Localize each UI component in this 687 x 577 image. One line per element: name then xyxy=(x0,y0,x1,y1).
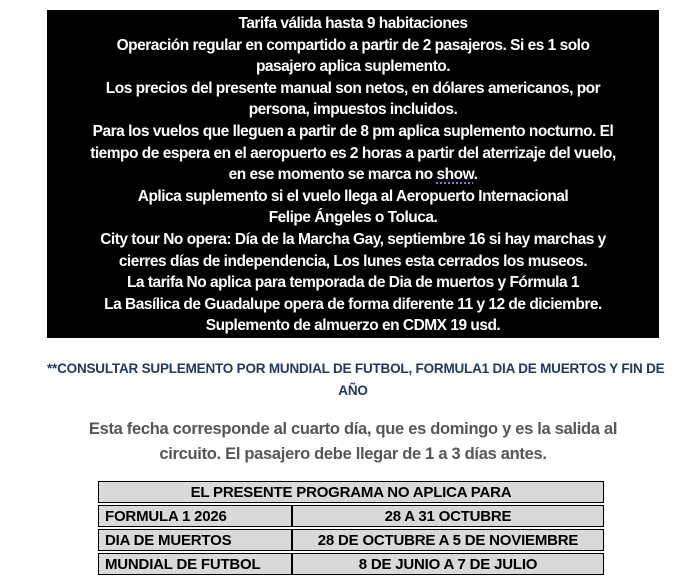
program-exclusions-table xyxy=(98,481,604,575)
net-prices-line-1: Los precios del presente manual son netos, en dólares americanos, por xyxy=(105,79,601,97)
city-tour-line-2: cierres días de independencia, Los lunes esta cerrados los museos. xyxy=(118,252,588,270)
consult-supplement-notice xyxy=(47,358,665,402)
tariff-conditions-box xyxy=(47,10,659,338)
tariff-no-aplica-line: La tarifa No aplica para temporada de Dia de muertos y Fórmula 1 xyxy=(126,274,580,292)
tariff-validity-line: Tarifa válida hasta 9 habitaciones xyxy=(238,15,468,32)
airport-supplement-line-1: Aplica suplemento si el vuelo llega al Aeropuerto Internacional xyxy=(137,187,569,205)
city-tour-line-1: City tour No opera: Día de la Marcha Gay, septiembre 16 si hay marchas y xyxy=(100,230,606,248)
airport-supplement-line-2: Felipe Ángeles o Toluca. xyxy=(268,209,438,227)
no-show-underlined-word: show xyxy=(436,166,474,184)
table-row-formula1 xyxy=(98,505,604,527)
lunch-supplement-line: Suplemento de almuerzo en CDMX 19 usd. xyxy=(205,317,501,335)
dates-cell: 28 DE OCTUBRE A 5 DE NOVIEMBRE xyxy=(291,530,603,550)
event-cell: DIA DE MUERTOS xyxy=(105,531,232,549)
notice-line-2: AÑO xyxy=(338,383,368,398)
arrival-note-line-2: circuito. El pasajero debe llegar de 1 a 3 días antes. xyxy=(159,445,547,463)
document-content xyxy=(47,10,665,575)
no-show-suffix: . xyxy=(473,166,478,184)
dates-cell: 8 DE JUNIO A 7 DE JULIO xyxy=(291,554,603,574)
table-header: EL PRESENTE PROGRAMA NO APLICA PARA xyxy=(190,483,512,501)
notice-line-1: **CONSULTAR SUPLEMENTO POR MUNDIAL DE FUTBOL, FORMULA1 DIA DE MUERTOS Y FIN DE xyxy=(47,361,665,376)
dates-cell: 28 A 31 OCTUBRE xyxy=(291,506,603,526)
shared-operation-line-1: Operación regular en compartido a partir de 2 pasajeros. Si es 1 solo xyxy=(116,36,590,54)
no-show-prefix: en ese momento se marca no xyxy=(228,166,437,184)
arrival-note xyxy=(47,417,659,467)
night-supplement-line-1: Para los vuelos que lleguen a partir de 8 pm aplica suplemento nocturno. El xyxy=(92,122,614,140)
arrival-note-line-1: Esta fecha corresponde al cuarto día, que es domingo y es la salida al xyxy=(88,420,618,438)
night-supplement-line-2: tiempo de espera en el aeropuerto es 2 horas a partir del aterrizaje del vuelo, xyxy=(90,144,616,162)
event-cell: MUNDIAL DE FUTBOL xyxy=(105,555,261,573)
table-header-row xyxy=(98,481,604,503)
event-cell: FORMULA 1 2026 xyxy=(105,507,227,525)
basilica-line: La Basílica de Guadalupe opera de forma diferente 11 y 12 de diciembre. xyxy=(104,295,602,313)
shared-operation-line-2: pasajero aplica suplemento. xyxy=(255,58,451,76)
table-row-mundial xyxy=(98,553,604,575)
net-prices-line-2: persona, impuestos incluidos. xyxy=(248,101,458,119)
no-show-line xyxy=(51,164,655,186)
table-row-dia-de-muertos xyxy=(98,529,604,551)
